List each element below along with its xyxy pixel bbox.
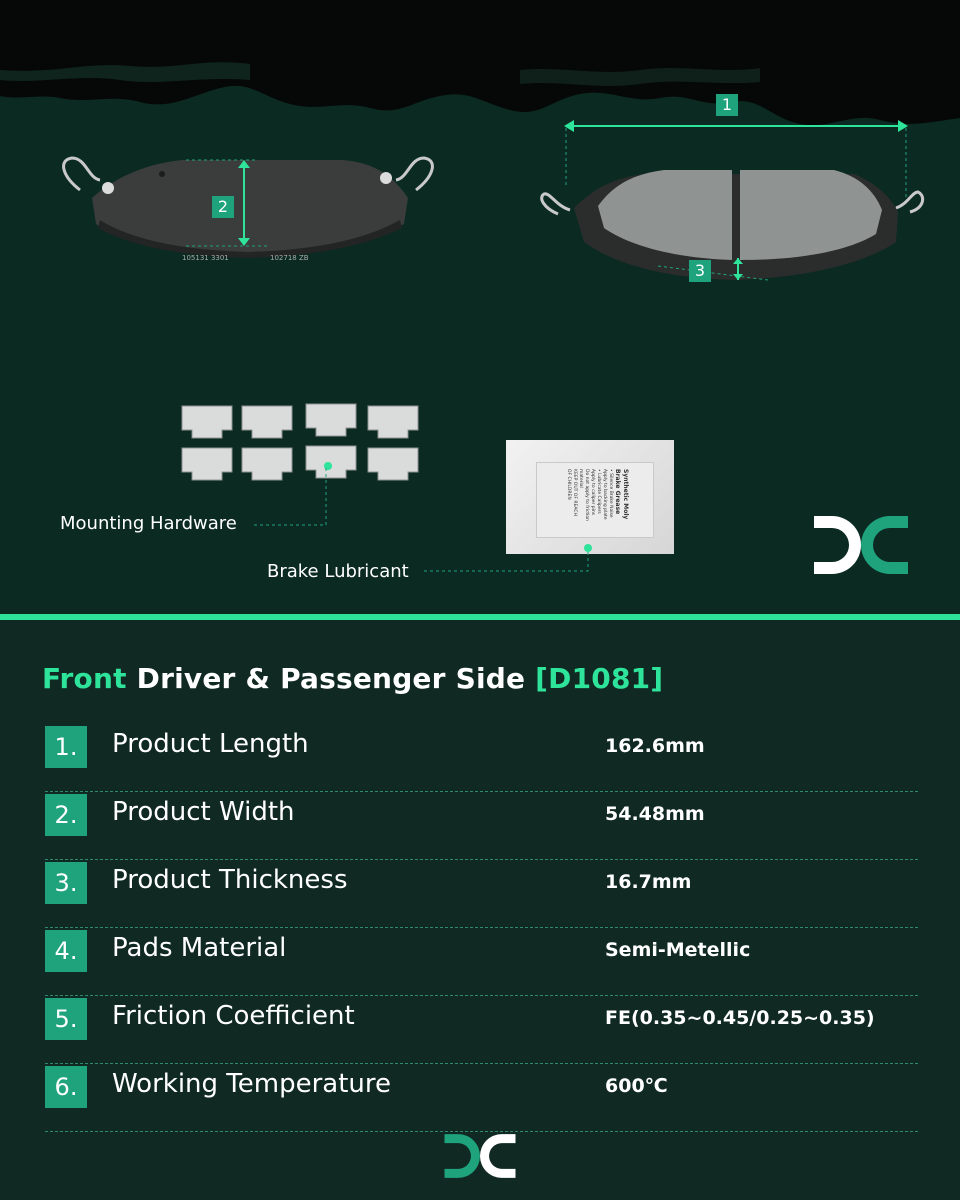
spec-row-width	[45, 791, 918, 860]
row-label: Pads Material	[112, 933, 287, 963]
spec-row-length	[45, 723, 918, 792]
row-value: 54.48mm	[605, 803, 705, 825]
row-value: FE(0.35~0.45/0.25~0.35)	[605, 1007, 875, 1029]
heading-side: Driver & Passenger Side	[136, 662, 526, 695]
row-label: Product Width	[112, 797, 295, 827]
row-number: 6.	[45, 1066, 87, 1108]
row-value: 600℃	[605, 1075, 668, 1097]
heading-front: Front	[42, 662, 127, 695]
lube-line-7: OF CHILDREN	[566, 469, 571, 500]
pad-stamp-2: 102718 ZB	[270, 254, 309, 262]
brake-pad-friction-view	[534, 118, 934, 288]
heading-part-code: [D1081]	[535, 662, 664, 695]
row-number: 5.	[45, 998, 87, 1040]
spec-heading	[42, 662, 663, 695]
row-value: 16.7mm	[605, 871, 692, 893]
mounting-hardware-leader	[254, 466, 334, 530]
footer-brand-logo	[443, 1132, 517, 1180]
row-label: Working Temperature	[112, 1069, 392, 1099]
brake-lubricant-caption: Brake Lubricant	[267, 561, 409, 582]
spec-row-thickness	[45, 859, 918, 928]
brake-lubricant-packet	[506, 440, 674, 554]
row-label: Friction Coefficient	[112, 1001, 355, 1031]
row-value: Semi-Metellic	[605, 939, 751, 961]
mounting-hardware-caption: Mounting Hardware	[60, 513, 237, 534]
lube-line-1: • Silence Brake Noise	[608, 469, 613, 518]
lube-packet-label	[536, 462, 654, 538]
row-number: 3.	[45, 862, 87, 904]
brake-pad-back-view	[52, 150, 444, 275]
lube-title-1: Synthetic Moly	[622, 469, 629, 520]
lube-line-5: Do not apply to friction material	[578, 469, 589, 521]
spec-row-friction	[45, 995, 918, 1064]
marker-length: 1	[716, 94, 738, 116]
row-label: Product Length	[112, 729, 309, 759]
spec-section	[0, 620, 960, 1200]
lube-line-6: KEEP OUT OF REACH	[572, 469, 577, 516]
row-number: 4.	[45, 930, 87, 972]
row-number: 1.	[45, 726, 87, 768]
brand-logo	[812, 514, 910, 576]
lube-line-3: • Lubricate Calipers	[596, 469, 601, 514]
spec-row-temperature	[45, 1063, 918, 1132]
spec-row-material	[45, 927, 918, 996]
lube-line-4: Apply to caliper pins	[590, 469, 595, 516]
row-label: Product Thickness	[112, 865, 348, 895]
lube-line-2: Apply to backing plate	[602, 469, 607, 520]
marker-width: 2	[212, 196, 234, 218]
lube-title-2: Brake Grease	[614, 469, 621, 515]
row-number: 2.	[45, 794, 87, 836]
marker-thickness: 3	[689, 260, 711, 282]
pad-stamp-1: 105131 3301	[182, 254, 229, 262]
brake-lubricant-leader	[424, 544, 594, 574]
row-value: 162.6mm	[605, 735, 705, 757]
